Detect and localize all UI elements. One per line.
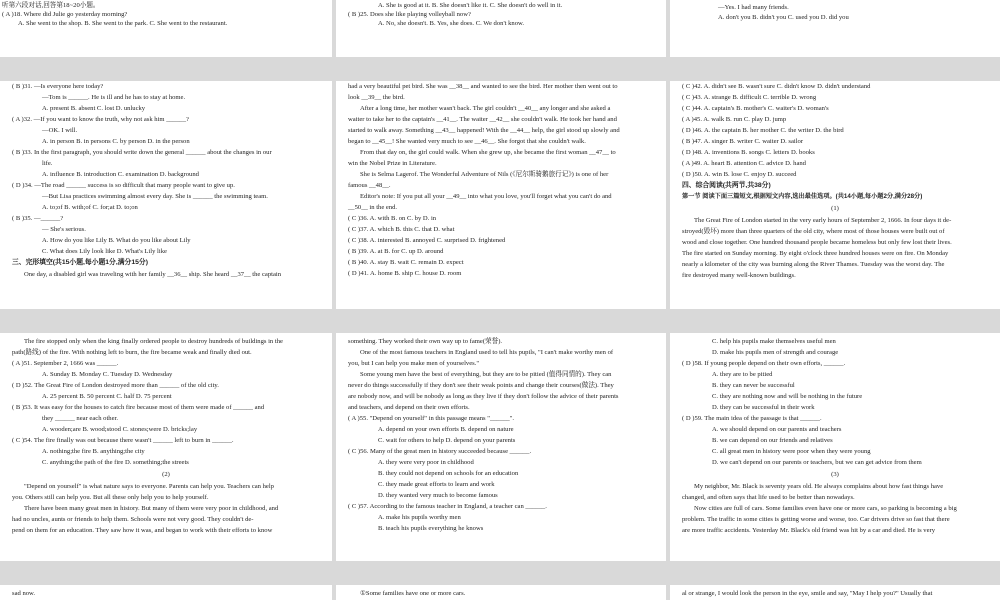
question-40: ( B )40. A. stay B. wait C. remain D. expect (348, 259, 464, 266)
passage-line: famous __48__. (348, 182, 391, 189)
question-51-options: A. Sunday B. Monday C. Tuesday D. Wednesday (42, 371, 173, 378)
passage-line: "Depend on yourself" is what nature says to everyone. Parents can help you. Teachers can help (24, 483, 274, 490)
question-54: ( C )54. The fire finally was out because there wasn't ______ left to burn in ______. (12, 437, 234, 444)
passage-line: pend on them for an education. They saw how it was, and began to work with their efforts to know (12, 527, 273, 534)
page-5 (336, 81, 666, 309)
question-25: ( B )25. Does she like playing volleyball now? (348, 11, 471, 18)
passage-number: (2) (162, 471, 170, 478)
question-55-options-cd: C. wait for others to help D. depend on your parents (378, 437, 516, 444)
passage-line: had a very beautiful pet bird. She was __38__ and wanted to see the bird. Her mother then went out to (348, 83, 618, 90)
question-47: ( B )47. A. singer B. writer C. waiter D. sailor (682, 138, 804, 145)
question-55-options-ab: A. depend on your own efforts B. depend on nature (378, 426, 514, 433)
question-36: ( C )36. A. with B. on C. by D. in (348, 215, 437, 222)
section-heading-cloze: 三、完形填空(共15小题,每小题1分,满分15分) (12, 259, 148, 266)
question-34-options: A. to;of B. with;of C. for;at D. to;on (42, 204, 138, 211)
passage-line: look __39__ the bird. (348, 94, 405, 101)
passage-line: waiter to take her to the captain's __41__. The waiter __42__ she couldn't walk. He took her hand and (348, 116, 617, 123)
passage-line: Some young men have the best of everything, but they are to be pitied (值得同情的). They can (360, 371, 612, 378)
question-50: ( D )50. A. win B. lose C. enjoy D. succeed (682, 171, 797, 178)
question-59-option-c: C. all great men in history were poor when they were young (712, 448, 871, 455)
passage-line: wood and close together. One hundred thousand people became homeless but only few lost their lives. (682, 239, 952, 246)
question-34: ( D )34. —The road ______ success is so difficult that many people want to give up. (12, 182, 235, 189)
passage-line: are nobody now, and will be nobody as long as they live if they don't follow the advice of their parents (348, 393, 619, 400)
passage-line: win the Nobel Prize in Literature. (348, 160, 437, 167)
passage-line: began to __45__! She wanted very much to see __46__. She forgot that she couldn't walk. (348, 138, 586, 145)
question-54-options-cd: C. anything;the path of the fire D. something;the streets (42, 459, 189, 466)
passage-line: problem. The traffic in some cities is getting worse and worse, too. Car drivers drive so fast that there (682, 516, 950, 523)
question-41: ( D )41. A. home B. ship C. house D. room (348, 270, 462, 277)
question-18: ( A )18. Where did Julie go yesterday morning? (2, 11, 128, 18)
question-56: ( C )56. Many of the great men in history succeeded because ______. (348, 448, 532, 455)
question-46: ( D )46. A. the captain B. her mother C. the writer D. the bird (682, 127, 844, 134)
passage-number: (3) (831, 471, 839, 478)
question-49: ( A )49. A. heart B. attention C. advice D. hand (682, 160, 806, 167)
question-54-options-ab: A. nothing;the fire B. anything;the city (42, 448, 145, 455)
question-53: ( B )53. It was easy for the houses to catch fire because most of them were made of ______ and (12, 404, 265, 411)
question-58-option-a: A. they are to be pitied (712, 371, 773, 378)
passage-line: started to walk away. Something __43__ happened! With the __44__ help, the girl stood up slowly and (348, 127, 620, 134)
passage-line: nearly a kilometer of the city was burning along the River Thames. Tuesday was the worst day. The (682, 261, 945, 268)
question-37: ( C )37. A. which B. this C. that D. what (348, 226, 455, 233)
passage-line: sad now. (12, 590, 36, 597)
question-56-option-c: C. they made great efforts to learn and work (378, 481, 495, 488)
question-25-options: A. No, she doesn't. B. Yes, she does. C. We don't know. (378, 20, 524, 27)
question-33-cont: life. (42, 160, 53, 167)
section-instruction: 听第六段对话,回答第18~20小题。 (2, 2, 100, 9)
passage-line: There have been many great men in history. But many of them were very poor in childhood, and (24, 505, 279, 512)
page-10 (0, 585, 332, 600)
question-53-options: A. wooden;are B. wood;stood C. stones;were D. bricks;lay (42, 426, 198, 433)
question-57-option-a: A. make his pupils worthy men (378, 514, 461, 521)
section-sub-heading: 第一节 阅读下面三篇短文,根据短文内容,选出最佳选项。(共14小题,每小题2分,满分28分) (682, 193, 923, 200)
passage-line: Now cities are full of cars. Some families even have one or more cars, so parking is becoming a big (694, 505, 957, 512)
page-2 (336, 0, 666, 57)
passage-line: al or strange, I would look the person in the eye, smile and say, "May I help you?" Usually that (682, 590, 933, 597)
question-42: ( C )42. A. didn't see B. wasn't sure C. didn't know D. didn't understand (682, 83, 871, 90)
question-31: ( B )31. —Is everyone here today? (12, 83, 104, 90)
page-7 (0, 333, 332, 561)
question-59-option-b: B. we can depend on our friends and relatives (712, 437, 833, 444)
passage-line: From that day on, the girl could walk. When she grew up, she became the first woman __47__ to (360, 149, 616, 156)
passage-line: you. Others still can help you. But all these only help you to help yourself. (12, 494, 209, 501)
passage-line: She is Selma Lagerof. The Wonderful Adventure of Nils (《尼尔斯骑鹅旅行记》) is one of her (360, 171, 609, 178)
passage-line: are more traffic accidents. Yesterday Mr. Black's old friend was hit by a car and died. He is very (682, 527, 936, 534)
question-57-option-c: C. help his pupils make themselves useful men (712, 338, 836, 345)
question-57-option-b: B. teach his pupils everything he knows (378, 525, 484, 532)
question-58: ( D )58. If young people depend on their own efforts, ______. (682, 360, 846, 367)
question-35-options-ab: A. How do you like Lily B. What do you like about Lily (42, 237, 191, 244)
page-12 (670, 585, 1000, 600)
question-45: ( A )45. A. walk B. run C. play D. jump (682, 116, 787, 123)
passage-line: The fire stopped only when the king finally ordered people to destroy hundreds of buildings in the (24, 338, 283, 345)
question-52-options: A. 25 percent B. 50 percent C. half D. 75 percent (42, 393, 172, 400)
passage-line: had no uncles, aunts or friends to help them. Schools were not very good. They couldn't de- (12, 516, 254, 523)
question-18-options: A. She went to the shop. B. She went to the park. C. She went to the restaurant. (18, 20, 228, 27)
question-57-option-d: D. make his pupils men of strength and courage (712, 349, 839, 356)
passage-line: and teachers, and depend on their own efforts. (348, 404, 470, 411)
passage-line: My neighbor, Mr. Black is seventy years old. He always complains about how fast things have (694, 483, 944, 490)
question-39: ( B )39. A. at B. for C. up D. around (348, 248, 444, 255)
passage-line: path(路线) of the fire. With nothing left to burn, the fire became weak and finally died out. (12, 349, 252, 356)
passage-line: One of the most famous teachers in England used to tell his pupils, "I can't make worthy men of (360, 349, 614, 356)
question-58-option-b: B. they can never be successful (712, 382, 795, 389)
question-56-option-a: A. they were very poor in childhood (378, 459, 474, 466)
passage-line: ①Some families have one or more cars. (360, 590, 466, 597)
passage-number: (1) (831, 205, 839, 212)
dialog-line: — She's serious. (42, 226, 86, 233)
dialog-line: —Tom is ______. He is ill and he has to stay at home. (42, 94, 186, 101)
passage-line: The fire started on Sunday morning. By eight o'clock three hundred houses were on fire. On Monday (682, 250, 949, 257)
question-31-options: A. present B. absent C. lost D. unlucky (42, 105, 146, 112)
page-9 (670, 333, 1000, 561)
question-59-option-d: D. we can't depend on our parents or teachers, but we can get advice from them (712, 459, 922, 466)
page-6 (670, 81, 1000, 309)
question-35: ( B )35. —______? (12, 215, 64, 222)
passage-line: stroyed(毁坏) more than three quarters of the old city, where most of those houses were built out of (682, 228, 945, 235)
question-52: ( D )52. The Great Fire of London destroyed more than ______ of the old city. (12, 382, 219, 389)
page-1 (0, 0, 332, 57)
question-56-option-b: B. they could not depend on schools for an education (378, 470, 519, 477)
question-24-options: A. She is good at it. B. She doesn't like it. C. She doesn't do well in it. (378, 2, 563, 9)
passage-line: __50__ in the end. (348, 204, 398, 211)
question-58-option-c: C. they are nothing now and will be nothing in the future (712, 393, 863, 400)
section-heading-reading: 四、综合阅读(共两节,共38分) (682, 182, 771, 189)
dialog-line: —Yes. I had many friends. (718, 4, 789, 11)
question-48: ( D )48. A. inventions B. songs C. letters D. books (682, 149, 815, 156)
passage-line: something. They worked their own way up to fame(荣誉). (348, 338, 503, 345)
page-8 (336, 333, 666, 561)
question-35-options-cd: C. What does Lily look like D. What's Lily like (42, 248, 167, 255)
question-32-options: A. in person B. in persons C. by person D. in the person (42, 138, 190, 145)
page-4 (0, 81, 332, 309)
question-53-cont: they ______ near each other. (42, 415, 118, 422)
question-56-option-d: D. they wanted very much to become famous (378, 492, 498, 499)
question-44: ( C )44. A. captain's B. mother's C. waiter's D. woman's (682, 105, 829, 112)
question-57: ( C )57. According to the famous teacher in England, a teacher can ______. (348, 503, 547, 510)
passage-line: fire destroyed many well-known buildings. (682, 272, 796, 279)
question-options: A. don't you B. didn't you C. used you D. did you (718, 14, 849, 21)
question-55: ( A )55. "Depend on yourself" in this passage means "______". (348, 415, 515, 422)
dialog-line: —But Lisa practices swimming almost every day. She is ______ the swimming team. (42, 193, 268, 200)
passage-line: you, but I can help you make men of yourselves." (348, 360, 480, 367)
question-58-option-d: D. they can be successful in their work (712, 404, 815, 411)
question-33-options: A. influence B. introduction C. examination D. background (42, 171, 199, 178)
page-3 (670, 0, 1000, 57)
passage-line: changed, and often says that life used to be better than nowadays. (682, 494, 855, 501)
passage-line: The Great Fire of London started in the very early hours of September 2, 1666. In four days it de- (694, 217, 952, 224)
dialog-line: —OK. I will. (42, 127, 78, 134)
question-33: ( B )33. In the first paragraph, you should write down the general ______ about the changes in our (12, 149, 272, 156)
passage-line: After a long time, her mother wasn't back. The girl couldn't __40__ any longer and she asked a (360, 105, 611, 112)
passage-line: never do things successfully if they don't see their weak points and change their courses(做法). They (348, 382, 614, 389)
question-59-option-a: A. we should depend on our parents and teachers (712, 426, 842, 433)
question-51: ( A )51. September 2, 1666 was ______. (12, 360, 119, 367)
passage-line: One day, a disabled girl was traveling with her family __36__ ship. She heard __37__ the captain (24, 271, 282, 278)
question-38: ( C )38. A. interested B. annoyed C. surprised D. frightened (348, 237, 506, 244)
question-32: ( A )32. —If you want to know the truth, why not ask him ______? (12, 116, 189, 123)
question-43: ( C )43. A. strange B. difficult C. terrible D. wrong (682, 94, 817, 101)
page-11 (336, 585, 666, 600)
passage-line: Editor's note: If you put all your __49__ into what you love, you'll forget what you can't do and (360, 193, 612, 200)
question-59: ( D )59. The main idea of the passage is that ______. (682, 415, 822, 422)
